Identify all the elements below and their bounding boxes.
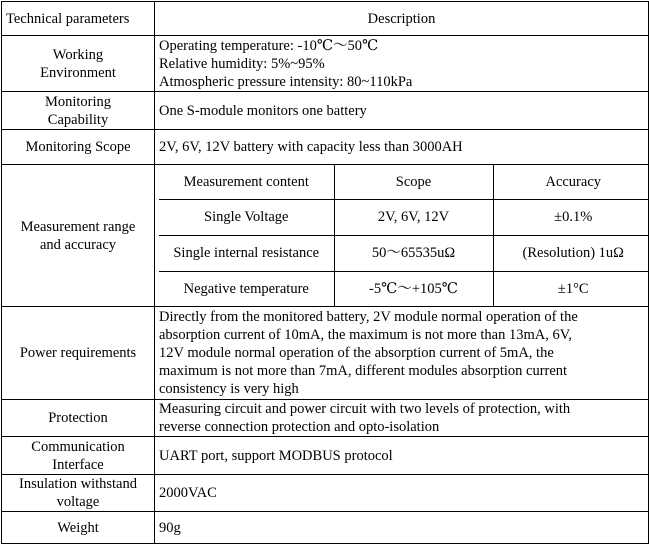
cell-scope: 50～65535uΩ [334,235,493,271]
value-monitoring-scope: 2V, 6V, 12V battery with capacity less than 3000AH [155,130,649,165]
cell-scope: 2V, 6V, 12V [334,199,493,235]
cell-accuracy: (Resolution) 1uΩ [493,235,649,271]
measurement-subtable-cell [155,165,649,307]
label-line: Environment [40,64,116,81]
value-insulation-voltage: 2000VAC [155,475,649,512]
cell-scope: -5℃～+105℃ [334,271,493,306]
label-line: Working [52,46,104,63]
label-line: Monitoring [44,93,112,110]
value-monitoring-capability: One S-module monitors one battery [155,92,649,130]
subheader-measurement-content: Measurement content [159,165,334,199]
desc-line: absorption current of 10mA, the maximum is not more than 13mA, 6V, [159,327,572,343]
label-communication-interface [2,437,155,475]
row-measurement-range [2,165,649,307]
row-insulation-voltage [2,475,649,512]
row-monitoring-scope [2,130,649,165]
value-weight: 90g [155,512,649,544]
table-header-row [2,2,649,36]
desc-line: Atmospheric pressure intensity: 80~110kPa [159,73,413,90]
value-power-requirements [155,307,649,400]
row-working-environment [2,36,649,92]
table-row [159,271,649,306]
label-weight: Weight [2,512,155,544]
label-line: and accuracy [39,236,117,253]
cell-content: Single internal resistance [159,235,334,271]
label-line: Insulation withstand [18,476,137,492]
label-monitoring-scope: Monitoring Scope [2,130,155,165]
desc-line: Operating temperature: -10℃～50℃ [159,37,379,54]
desc-line: 12V module normal operation of the absorption current of 5mA, the [159,345,554,361]
subheader-accuracy: Accuracy [493,165,649,199]
row-protection [2,400,649,437]
label-working-environment [2,36,155,92]
value-working-environment [155,36,649,92]
desc-line: Directly from the monitored battery, 2V module normal operation of the [159,309,578,325]
label-protection: Protection [2,400,155,437]
row-power-requirements [2,307,649,400]
label-line: voltage [56,494,100,510]
table-row [159,199,649,235]
subtable-header-row [159,165,649,199]
cell-accuracy: ±1°C [493,271,649,306]
technical-parameters-table [1,1,649,544]
label-line: Measurement range [20,218,136,235]
label-line: Interface [52,456,104,473]
label-line: Capability [47,111,109,128]
label-measurement-range [2,165,155,307]
desc-line: reverse connection protection and opto-isolation [159,419,440,435]
label-insulation-voltage [2,475,155,512]
header-technical-parameters: Technical parameters [2,2,155,36]
cell-accuracy: ±0.1% [493,199,649,235]
subheader-scope: Scope [334,165,493,199]
desc-line: Measuring circuit and power circuit with two levels of protection, with [159,401,571,417]
row-monitoring-capability [2,92,649,130]
label-line: Communication [31,438,125,455]
desc-line: Relative humidity: 5%~95% [159,55,325,72]
cell-content: Single Voltage [159,199,334,235]
cell-content: Negative temperature [159,271,334,306]
row-weight [2,512,649,544]
label-monitoring-capability [2,92,155,130]
value-communication-interface: UART port, support MODBUS protocol [155,437,649,475]
row-communication-interface [2,437,649,475]
measurement-subtable [159,165,649,306]
header-description: Description [155,2,649,36]
table-row [159,235,649,271]
desc-line: maximum is not more than 7mA, different modules absorption current [159,363,568,379]
label-power-requirements: Power requirements [2,307,155,400]
desc-line: consistency is very high [159,381,299,397]
value-protection [155,400,649,437]
